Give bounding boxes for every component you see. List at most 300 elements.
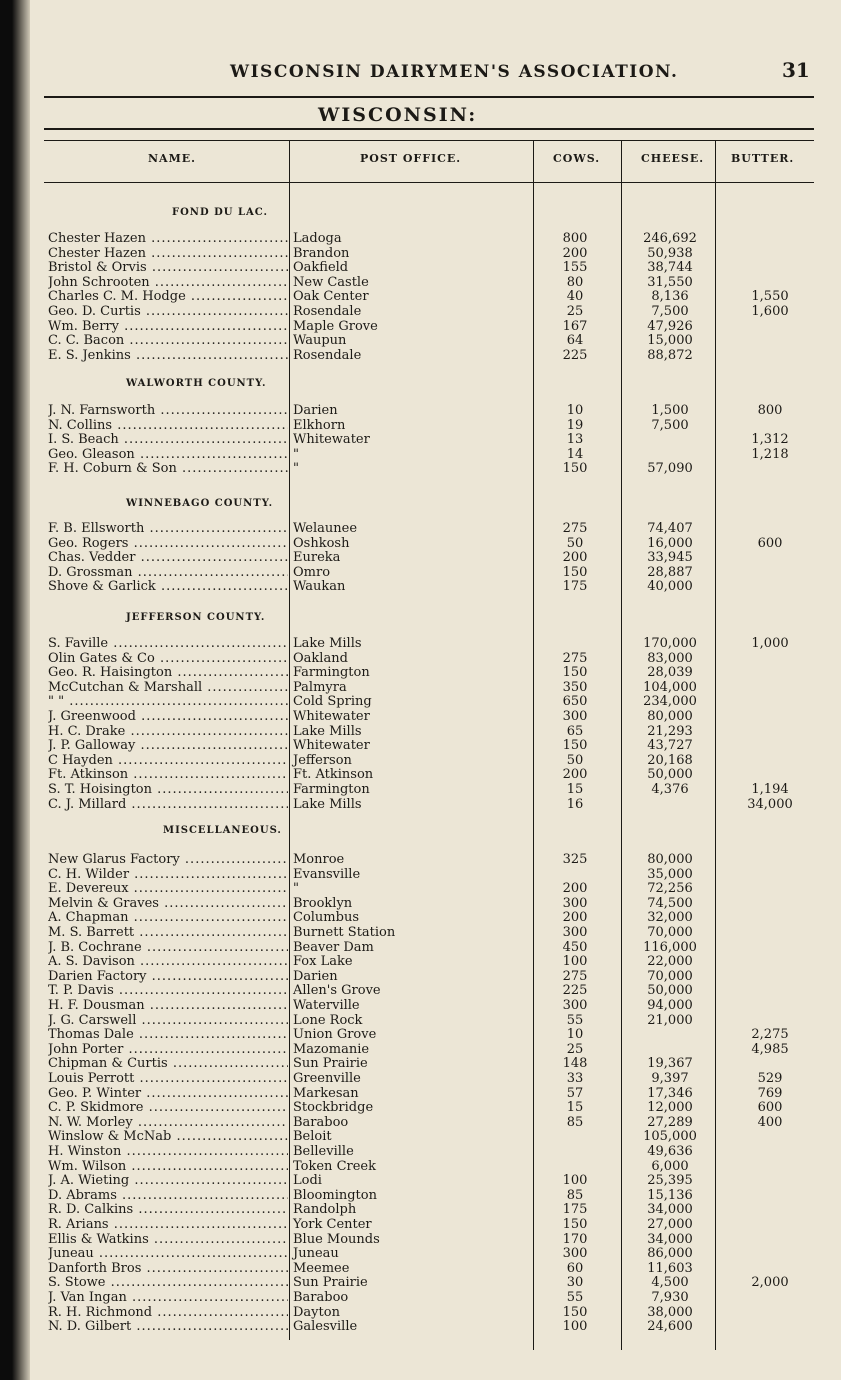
post-office-cell: Farmington xyxy=(293,782,370,797)
cheese-cell: 33,945 xyxy=(647,550,693,566)
name-cell: M. S. Barrett ..... xyxy=(48,925,288,940)
table-row xyxy=(0,896,841,911)
cheese-cell: 246,692 xyxy=(643,231,697,246)
post-office-cell: Oak Center xyxy=(293,289,369,305)
cheese-cell: 34,000 xyxy=(647,1202,693,1218)
cheese-cell: 234,000 xyxy=(643,694,697,710)
post-office-cell: Whitewater xyxy=(293,432,370,448)
cheese-cell: 27,000 xyxy=(647,1217,693,1232)
cheese-cell: 27,289 xyxy=(647,1114,693,1130)
cows-cell: 55 xyxy=(566,1290,584,1305)
table-row xyxy=(0,1086,841,1101)
table-row xyxy=(0,289,841,304)
cheese-cell: 15,136 xyxy=(647,1187,693,1203)
name-cell: John Schrooten ..... xyxy=(48,275,288,290)
cows-cell: 85 xyxy=(566,1187,584,1203)
cows-cell: 65 xyxy=(566,723,584,739)
table-row xyxy=(0,447,841,462)
table-row xyxy=(0,461,841,476)
cows-cell: 200 xyxy=(562,550,588,566)
table-row xyxy=(0,940,841,955)
name-cell: E. S. Jenkins ..... xyxy=(48,348,288,363)
cows-cell: 14 xyxy=(566,446,584,462)
name-cell: Geo. Rogers ..... xyxy=(48,536,288,551)
cows-cell: 148 xyxy=(562,1056,588,1072)
name-cell: Chas. Vedder ..... xyxy=(48,550,288,565)
table-row xyxy=(0,1305,841,1320)
cows-cell: 150 xyxy=(562,461,588,477)
butter-cell: 600 xyxy=(757,535,783,551)
cows-cell: 650 xyxy=(562,694,588,710)
table-row xyxy=(0,724,841,739)
name-cell: Wm. Wilson ..... xyxy=(48,1159,288,1174)
cows-cell: 30 xyxy=(566,1275,584,1291)
butter-cell: 400 xyxy=(757,1114,783,1130)
cheese-cell: 17,346 xyxy=(647,1085,693,1101)
post-office-cell: Farmington xyxy=(293,665,370,681)
cows-cell: 150 xyxy=(562,1304,588,1320)
cheese-cell: 35,000 xyxy=(647,866,693,882)
table-row xyxy=(0,1232,841,1247)
post-office-cell: Jefferson xyxy=(293,752,352,768)
cheese-cell: 83,000 xyxy=(647,650,693,666)
butter-cell: 1,194 xyxy=(751,782,789,797)
table-row xyxy=(0,797,841,812)
post-office-cell: Greenville xyxy=(293,1071,361,1086)
cheese-cell: 94,000 xyxy=(647,998,693,1013)
post-office-cell: Mazomanie xyxy=(293,1041,370,1057)
cheese-cell: 4,376 xyxy=(651,782,689,797)
name-cell: Geo. D. Curtis ..... xyxy=(48,304,288,319)
butter-cell: 2,275 xyxy=(751,1027,789,1043)
table-row xyxy=(0,1056,841,1071)
cheese-cell: 105,000 xyxy=(643,1129,697,1145)
post-office-cell: Monroe xyxy=(293,852,345,867)
cheese-cell: 6,000 xyxy=(651,1158,689,1174)
cows-cell: 19 xyxy=(566,417,584,433)
post-office-cell: Juneau xyxy=(293,1246,339,1262)
post-office-cell: Lake Mills xyxy=(293,723,362,739)
post-office-cell: Blue Mounds xyxy=(293,1231,380,1247)
cows-cell: 85 xyxy=(566,1114,584,1130)
name-cell: J. A. Wieting ..... xyxy=(48,1173,288,1188)
name-cell: John Porter ..... xyxy=(48,1042,288,1057)
name-cell: New Glarus Factory ..... xyxy=(48,852,288,867)
cows-cell: 15 xyxy=(566,782,584,797)
table-row xyxy=(0,753,841,768)
name-cell: Thomas Dale ..... xyxy=(48,1027,288,1042)
name-cell: S. Faville ..... xyxy=(48,636,288,651)
cheese-cell: 21,293 xyxy=(647,723,693,739)
cows-cell: 13 xyxy=(566,432,584,448)
table-row xyxy=(0,1027,841,1042)
cows-cell: 275 xyxy=(562,521,588,536)
post-office-cell: Rosendale xyxy=(293,347,362,363)
cheese-cell: 38,000 xyxy=(647,1304,693,1320)
post-office-cell: Randolph xyxy=(293,1202,357,1218)
name-cell: Geo. P. Winter ..... xyxy=(48,1086,288,1101)
table-row xyxy=(0,852,841,867)
column-header-butter: BUTTER. xyxy=(731,152,795,165)
cows-cell: 64 xyxy=(566,333,584,349)
post-office-cell: Union Grove xyxy=(293,1027,377,1043)
name-cell: Darien Factory ..... xyxy=(48,969,288,984)
cows-cell: 33 xyxy=(566,1071,584,1086)
cheese-cell: 49,636 xyxy=(647,1144,693,1159)
cows-cell: 60 xyxy=(566,1260,584,1276)
table-row xyxy=(0,665,841,680)
header-top-rule xyxy=(44,140,814,141)
table-row xyxy=(0,782,841,797)
cows-cell: 275 xyxy=(562,650,588,666)
post-office-cell: Burnett Station xyxy=(293,925,396,940)
cheese-cell: 7,930 xyxy=(651,1290,689,1305)
post-office-cell: Galesville xyxy=(293,1319,358,1335)
table-row xyxy=(0,694,841,709)
name-cell: Chipman & Curtis ..... xyxy=(48,1056,288,1071)
header-bottom-rule xyxy=(44,182,814,183)
post-office-cell: Palmyra xyxy=(293,679,347,695)
post-office-cell: Eureka xyxy=(293,550,341,566)
name-cell: Shove & Garlick ..... xyxy=(48,579,288,594)
cheese-cell: 8,136 xyxy=(651,289,689,305)
butter-cell: 2,000 xyxy=(751,1275,789,1291)
table-row xyxy=(0,1100,841,1115)
top-rule xyxy=(44,96,814,98)
table-row xyxy=(0,579,841,594)
cheese-cell: 74,407 xyxy=(647,521,693,536)
post-office-cell: Cold Spring xyxy=(293,694,372,710)
cheese-cell: 104,000 xyxy=(643,679,697,695)
cows-cell: 200 xyxy=(562,881,588,897)
post-office-cell: Darien xyxy=(293,968,338,984)
name-cell: " " ..... xyxy=(48,694,288,709)
cows-cell: 170 xyxy=(562,1231,588,1247)
post-office-cell: Sun Prairie xyxy=(293,1275,368,1291)
name-cell: F. B. Ellsworth ..... xyxy=(48,521,288,536)
post-office-cell: Oshkosh xyxy=(293,535,350,551)
name-cell: D. Grossman ..... xyxy=(48,565,288,580)
post-office-cell: Meemee xyxy=(293,1260,350,1276)
table-row xyxy=(0,998,841,1013)
cheese-cell: 47,926 xyxy=(647,318,693,334)
table-row xyxy=(0,910,841,925)
table-row xyxy=(0,403,841,418)
name-cell: N. W. Morley ..... xyxy=(48,1115,288,1130)
post-office-cell: Ladoga xyxy=(293,231,342,246)
butter-cell: 4,985 xyxy=(751,1041,789,1057)
post-office-cell: Lake Mills xyxy=(293,636,362,651)
post-office-cell: Whitewater xyxy=(293,738,370,754)
table-row xyxy=(0,1013,841,1028)
name-cell: Winslow & McNab ..... xyxy=(48,1129,288,1144)
table-row xyxy=(0,709,841,724)
cows-cell: 350 xyxy=(562,679,588,695)
post-office-cell: Markesan xyxy=(293,1085,359,1101)
cheese-cell: 80,000 xyxy=(647,852,693,867)
name-cell: D. Abrams ..... xyxy=(48,1188,288,1203)
cheese-cell: 16,000 xyxy=(647,535,693,551)
table-row xyxy=(0,767,841,782)
cows-cell: 155 xyxy=(562,260,588,276)
cows-cell: 300 xyxy=(562,709,588,724)
cows-cell: 200 xyxy=(562,767,588,783)
cows-cell: 300 xyxy=(562,1246,588,1262)
post-office-cell: Beloit xyxy=(293,1129,332,1145)
table-row xyxy=(0,983,841,998)
cheese-cell: 116,000 xyxy=(643,939,697,955)
cows-cell: 10 xyxy=(566,403,584,418)
table-row xyxy=(0,881,841,896)
post-office-cell: Sun Prairie xyxy=(293,1056,368,1072)
table-row xyxy=(0,1071,841,1086)
name-cell: C. P. Skidmore ..... xyxy=(48,1100,288,1115)
name-cell: Danforth Bros ..... xyxy=(48,1261,288,1276)
table-row xyxy=(0,1319,841,1334)
table-row xyxy=(0,275,841,290)
post-office-cell: Lodi xyxy=(293,1173,322,1189)
cheese-cell: 170,000 xyxy=(643,636,697,651)
post-office-cell: Beaver Dam xyxy=(293,939,374,955)
post-office-cell: Welaunee xyxy=(293,521,358,536)
name-cell: C. J. Millard ..... xyxy=(48,797,288,812)
butter-cell: 1,000 xyxy=(751,636,789,651)
table-row xyxy=(0,304,841,319)
cheese-cell: 50,000 xyxy=(647,983,693,999)
cheese-cell: 20,168 xyxy=(647,752,693,768)
post-office-cell: Dayton xyxy=(293,1304,340,1320)
name-cell: C Hayden ..... xyxy=(48,753,288,768)
cheese-cell: 40,000 xyxy=(647,579,693,595)
butter-cell: 1,550 xyxy=(751,289,789,305)
cheese-cell: 38,744 xyxy=(647,260,693,276)
table-row xyxy=(0,260,841,275)
cheese-cell: 1,500 xyxy=(651,403,689,418)
table-row xyxy=(0,1129,841,1144)
cows-cell: 150 xyxy=(562,665,588,681)
table-row xyxy=(0,521,841,536)
cows-cell: 225 xyxy=(562,983,588,999)
name-cell: Chester Hazen ..... xyxy=(48,231,288,246)
name-cell: McCutchan & Marshall ..... xyxy=(48,680,288,695)
cheese-cell: 43,727 xyxy=(647,738,693,754)
name-cell: S. T. Hoisington ..... xyxy=(48,782,288,797)
post-office-cell: Ft. Atkinson xyxy=(293,767,374,783)
post-office-cell: Baraboo xyxy=(293,1114,349,1130)
table-row xyxy=(0,1217,841,1232)
post-office-cell: Waupun xyxy=(293,333,347,349)
cheese-cell: 11,603 xyxy=(647,1260,693,1276)
post-office-cell: Fox Lake xyxy=(293,954,353,970)
cheese-cell: 21,000 xyxy=(647,1012,693,1028)
post-office-cell: Whitewater xyxy=(293,709,370,724)
cows-cell: 50 xyxy=(566,752,584,768)
table-row xyxy=(0,1159,841,1174)
cheese-cell: 28,039 xyxy=(647,665,693,681)
table-row xyxy=(0,231,841,246)
cows-cell: 25 xyxy=(566,304,584,319)
post-office-cell: Allen's Grove xyxy=(293,983,381,999)
state-title: WISCONSIN: xyxy=(318,104,478,126)
cows-cell: 80 xyxy=(566,274,584,290)
post-office-cell: " xyxy=(293,446,299,462)
cheese-cell: 70,000 xyxy=(647,968,693,984)
column-header-name: NAME. xyxy=(148,152,196,165)
name-cell: E. Devereux ..... xyxy=(48,881,288,896)
butter-cell: 1,312 xyxy=(751,432,789,448)
post-office-cell: New Castle xyxy=(293,274,369,290)
cheese-cell: 74,500 xyxy=(647,895,693,911)
cheese-cell: 57,090 xyxy=(647,461,693,477)
post-office-cell: Oakfield xyxy=(293,260,349,276)
name-cell: Louis Perrott ..... xyxy=(48,1071,288,1086)
section-title: WINNEBAGO COUNTY. xyxy=(126,498,274,509)
table-row xyxy=(0,1115,841,1130)
table-row xyxy=(0,1275,841,1290)
cows-cell: 16 xyxy=(566,796,584,812)
cheese-cell: 22,000 xyxy=(647,954,693,970)
table-row xyxy=(0,969,841,984)
post-office-cell: Belleville xyxy=(293,1144,354,1159)
name-cell: A. Chapman ..... xyxy=(48,910,288,925)
table-row xyxy=(0,867,841,882)
name-cell: H. Winston ..... xyxy=(48,1144,288,1159)
cows-cell: 167 xyxy=(562,318,588,334)
name-cell: N. D. Gilbert ..... xyxy=(48,1319,288,1334)
butter-cell: 34,000 xyxy=(747,796,793,812)
section-title: JEFFERSON COUNTY. xyxy=(126,612,266,623)
post-office-cell: Brooklyn xyxy=(293,895,353,911)
cheese-cell: 50,000 xyxy=(647,767,693,783)
name-cell: Bristol & Orvis ..... xyxy=(48,260,288,275)
cheese-cell: 70,000 xyxy=(647,925,693,940)
cheese-cell: 24,600 xyxy=(647,1319,693,1335)
post-office-cell: Lone Rock xyxy=(293,1012,363,1028)
name-cell: I. S. Beach ..... xyxy=(48,432,288,447)
table-row xyxy=(0,565,841,580)
post-office-cell: Oakland xyxy=(293,650,348,666)
cows-cell: 450 xyxy=(562,939,588,955)
cheese-cell: 9,397 xyxy=(651,1071,689,1086)
cheese-cell: 31,550 xyxy=(647,274,693,290)
cows-cell: 300 xyxy=(562,925,588,940)
post-office-cell: " xyxy=(293,461,299,477)
cows-cell: 300 xyxy=(562,895,588,911)
post-office-cell: Lake Mills xyxy=(293,796,362,812)
cows-cell: 100 xyxy=(562,954,588,970)
cows-cell: 150 xyxy=(562,564,588,580)
cheese-cell: 25,395 xyxy=(647,1173,693,1189)
cows-cell: 57 xyxy=(566,1085,584,1101)
name-cell: A. S. Davison ..... xyxy=(48,954,288,969)
table-row xyxy=(0,738,841,753)
name-cell: J. Van Ingan ..... xyxy=(48,1290,288,1305)
post-office-cell: Elkhorn xyxy=(293,417,346,433)
cows-cell: 225 xyxy=(562,347,588,363)
name-cell: Charles C. M. Hodge ..... xyxy=(48,289,288,304)
section-title: WALWORTH COUNTY. xyxy=(126,378,267,389)
post-office-cell: Token Creek xyxy=(293,1158,376,1174)
running-title: WISCONSIN DAIRYMEN'S ASSOCIATION. xyxy=(230,62,679,82)
name-cell: H. F. Dousman ..... xyxy=(48,998,288,1013)
cows-cell: 150 xyxy=(562,1217,588,1232)
table-row xyxy=(0,1290,841,1305)
cows-cell: 150 xyxy=(562,738,588,754)
name-cell: R. H. Richmond ..... xyxy=(48,1305,288,1320)
name-cell: Olin Gates & Co ..... xyxy=(48,651,288,666)
name-cell: C. C. Bacon ..... xyxy=(48,333,288,348)
cows-cell: 100 xyxy=(562,1319,588,1335)
name-cell: J. P. Galloway ..... xyxy=(48,738,288,753)
table-row xyxy=(0,1202,841,1217)
name-cell: R. Arians ..... xyxy=(48,1217,288,1232)
name-cell: R. D. Calkins ..... xyxy=(48,1202,288,1217)
cows-cell: 15 xyxy=(566,1100,584,1116)
cheese-cell: 34,000 xyxy=(647,1231,693,1247)
butter-cell: 529 xyxy=(757,1071,783,1086)
table-row xyxy=(0,1188,841,1203)
post-office-cell: Darien xyxy=(293,403,338,418)
table-row xyxy=(0,1042,841,1057)
table-row xyxy=(0,348,841,363)
cows-cell: 10 xyxy=(566,1027,584,1043)
name-cell: J. N. Farnsworth ..... xyxy=(48,403,288,418)
cows-cell: 40 xyxy=(566,289,584,305)
section-title: FOND DU LAC. xyxy=(172,207,269,218)
post-office-cell: Evansville xyxy=(293,866,361,882)
post-office-cell: Rosendale xyxy=(293,304,362,319)
cows-cell: 325 xyxy=(562,852,588,867)
cheese-cell: 72,256 xyxy=(647,881,693,897)
name-cell: C. H. Wilder ..... xyxy=(48,867,288,882)
post-office-cell: Stockbridge xyxy=(293,1100,374,1116)
name-cell: Melvin & Graves ..... xyxy=(48,896,288,911)
name-cell: Ft. Atkinson ..... xyxy=(48,767,288,782)
table-row xyxy=(0,1173,841,1188)
name-cell: J. B. Cochrane ..... xyxy=(48,940,288,955)
cows-cell: 200 xyxy=(562,245,588,261)
name-cell: F. H. Coburn & Son ..... xyxy=(48,461,288,476)
cows-cell: 55 xyxy=(566,1012,584,1028)
cheese-cell: 7,500 xyxy=(651,304,689,319)
cheese-cell: 32,000 xyxy=(647,910,693,926)
table-row xyxy=(0,550,841,565)
cows-cell: 25 xyxy=(566,1041,584,1057)
table-row xyxy=(0,1144,841,1159)
post-office-cell: Omro xyxy=(293,564,331,580)
name-cell: Juneau ..... xyxy=(48,1246,288,1261)
cows-cell: 300 xyxy=(562,998,588,1013)
post-office-cell: Waterville xyxy=(293,998,360,1013)
butter-cell: 1,600 xyxy=(751,304,789,319)
cows-cell: 275 xyxy=(562,968,588,984)
cheese-cell: 19,367 xyxy=(647,1056,693,1072)
name-cell: Geo. Gleason ..... xyxy=(48,447,288,462)
table-row xyxy=(0,418,841,433)
post-office-cell: Waukan xyxy=(293,579,346,595)
name-cell: T. P. Davis ..... xyxy=(48,983,288,998)
column-header-cows: COWS. xyxy=(553,152,601,165)
table-row xyxy=(0,246,841,261)
cheese-cell: 28,887 xyxy=(647,564,693,580)
cheese-cell: 80,000 xyxy=(647,709,693,724)
cows-cell: 100 xyxy=(562,1173,588,1189)
name-cell: J. Greenwood ..... xyxy=(48,709,288,724)
table-row xyxy=(0,1261,841,1276)
butter-cell: 600 xyxy=(757,1100,783,1116)
post-office-cell: Bloomington xyxy=(293,1187,377,1203)
section-title: MISCELLANEOUS. xyxy=(163,825,282,836)
